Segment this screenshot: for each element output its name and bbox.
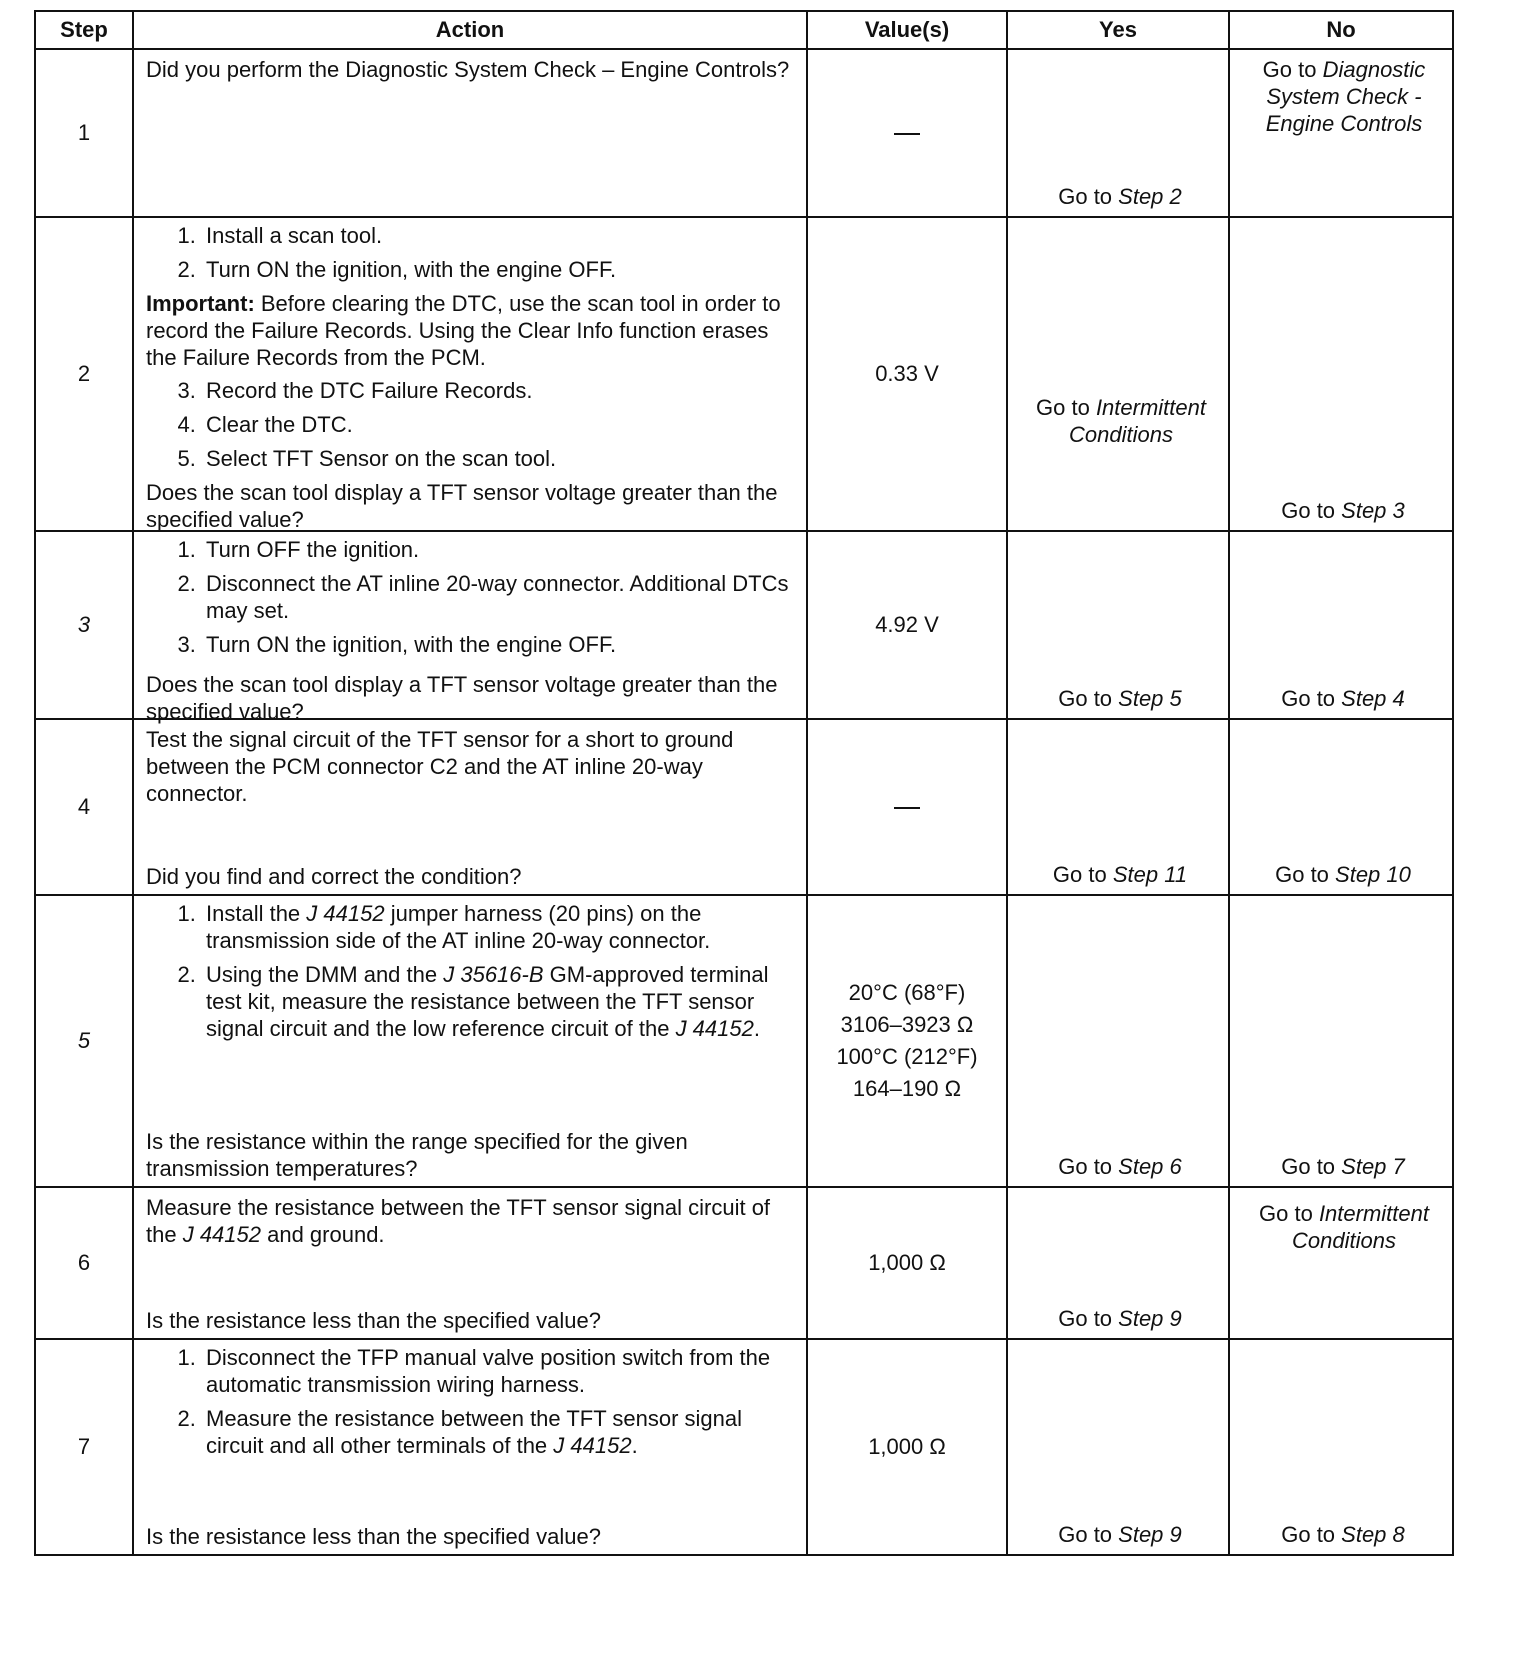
action-question: Does the scan tool display a TFT sensor voltage greater than the specified value? — [146, 672, 778, 724]
action-question: Is the resistance within the range specified for the given transmission temperatures? — [146, 1129, 688, 1181]
value-cell — [807, 895, 1007, 1187]
action-cell — [133, 49, 807, 217]
action-question: Is the resistance less than the specified value? — [146, 1524, 601, 1549]
no-link[interactable]: Go to Step 8 — [1281, 1522, 1405, 1547]
value-line: 20°C (68°F) — [848, 980, 966, 1005]
yes-link[interactable]: Go to Step 9 — [1058, 1522, 1182, 1547]
list-item: 1. Install the J 44152 jumper harness (20 pins) on the transmission side of the AT inline 20-way connector. — [202, 900, 798, 954]
table-row — [35, 49, 1453, 217]
step-number: 3 — [35, 531, 133, 719]
value-cell: 1,000 Ω — [807, 1339, 1007, 1555]
yes-link[interactable]: Go to Step 9 — [1058, 1306, 1182, 1331]
action-steps — [146, 1344, 798, 1466]
yes-cell — [1007, 895, 1229, 1187]
value-cell: 0.33 V — [807, 217, 1007, 531]
list-item: 2. Turn ON the ignition, with the engine OFF. — [202, 256, 798, 283]
diagnostic-table — [34, 10, 1454, 1556]
action-steps — [146, 377, 798, 472]
yes-cell — [1007, 217, 1229, 531]
yes-link[interactable]: Go to Step 6 — [1058, 1154, 1182, 1179]
step-number: 1 — [35, 49, 133, 217]
action-text: Measure the resistance between the TFT sensor signal circuit of the J 44152 and ground. — [146, 1195, 771, 1247]
no-cell — [1229, 531, 1453, 719]
no-cell — [1229, 1187, 1453, 1339]
list-item: 3. Turn ON the ignition, with the engine OFF. — [202, 631, 798, 658]
header-no: No — [1229, 11, 1453, 49]
action-question: Did you find and correct the condition? — [146, 864, 522, 889]
step-number: 7 — [35, 1339, 133, 1555]
table-row — [35, 1187, 1453, 1339]
yes-cell — [1007, 531, 1229, 719]
table-row — [35, 1339, 1453, 1555]
no-link[interactable]: Go to Intermittent Conditions — [1259, 1201, 1429, 1253]
step-number: 5 — [35, 895, 133, 1187]
yes-link[interactable]: Go to Step 11 — [1052, 862, 1188, 887]
list-item: 1. Install a scan tool. — [202, 222, 798, 249]
action-cell — [133, 531, 807, 724]
no-cell — [1229, 217, 1453, 531]
no-link[interactable]: Go to Step 7 — [1281, 1154, 1405, 1179]
action-text: Did you perform the Diagnostic System Check – Engine Controls? — [146, 57, 790, 82]
step-number: 2 — [35, 217, 133, 531]
list-item: 2. Disconnect the AT inline 20-way connector. Additional DTCs may set. — [202, 570, 798, 624]
value-line: 3106–3923 Ω — [840, 1012, 974, 1037]
step-number: 4 — [35, 719, 133, 895]
no-cell — [1229, 719, 1453, 895]
list-item: 2. Measure the resistance between the TFT sensor signal circuit and all other terminals of the J 44152. — [202, 1405, 798, 1459]
list-item: 1. Turn OFF the ignition. — [202, 536, 798, 563]
yes-link[interactable]: Go to Step 5 — [1058, 686, 1182, 711]
no-cell — [1229, 895, 1453, 1187]
yes-cell — [1007, 719, 1229, 895]
action-steps — [146, 900, 798, 1049]
header-row — [35, 11, 1453, 49]
yes-cell — [1007, 1187, 1229, 1339]
yes-cell — [1007, 1339, 1229, 1555]
header-values: Value(s) — [807, 11, 1007, 49]
dash-mark — [894, 133, 920, 135]
action-steps — [146, 222, 798, 283]
action-cell — [133, 895, 807, 1187]
value-cell: 1,000 Ω — [807, 1187, 1007, 1339]
value-cell: 4.92 V — [807, 531, 1007, 719]
action-cell — [133, 1187, 807, 1339]
step-number: 6 — [35, 1187, 133, 1339]
table-row — [35, 895, 1453, 1187]
header-step: Step — [35, 11, 133, 49]
action-text: Test the signal circuit of the TFT sensor for a short to ground between the PCM connector C2 and the AT inline 20-way connector. — [146, 727, 734, 806]
no-link[interactable]: Go to Step 10 — [1275, 862, 1411, 887]
action-steps — [146, 536, 798, 665]
value-line: 164–190 Ω — [852, 1076, 962, 1101]
yes-cell — [1007, 49, 1229, 217]
no-cell — [1229, 49, 1453, 217]
value-line: 100°C (212°F) — [836, 1044, 978, 1069]
no-link[interactable]: Go to Step 4 — [1281, 686, 1405, 711]
header-action: Action — [133, 11, 807, 49]
table-row — [35, 217, 1453, 531]
list-item: 2. Using the DMM and the J 35616-B GM-approved terminal test kit, measure the resistance between the TFT sensor signal circuit and the low reference circuit of the J 44152. — [202, 961, 798, 1042]
yes-link[interactable]: Go to Step 2 — [1058, 184, 1182, 209]
action-cell — [133, 217, 807, 531]
action-question: Is the resistance less than the specified value? — [146, 1308, 601, 1333]
action-cell — [133, 719, 807, 895]
list-item: 3. Record the DTC Failure Records. — [202, 377, 798, 404]
no-cell — [1229, 1339, 1453, 1555]
no-link[interactable]: Go to Step 3 — [1281, 498, 1405, 523]
yes-link[interactable]: Go to Intermittent Conditions — [1036, 395, 1206, 447]
list-item: 1. Disconnect the TFP manual valve position switch from the automatic transmission wiring harness. — [202, 1344, 798, 1398]
value-cell — [807, 49, 1007, 217]
list-item: 4. Clear the DTC. — [202, 411, 798, 438]
table-row — [35, 719, 1453, 895]
dash-mark — [894, 807, 920, 809]
list-item: 5. Select TFT Sensor on the scan tool. — [202, 445, 798, 472]
header-yes: Yes — [1007, 11, 1229, 49]
important-note: Important: Before clearing the DTC, use the scan tool in order to record the Failure Records. Using the Clear Info function erases the Failure Records from the PCM. — [146, 291, 781, 370]
table-row — [35, 531, 1453, 719]
value-cell — [807, 719, 1007, 895]
action-question: Does the scan tool display a TFT sensor voltage greater than the specified value? — [146, 480, 778, 532]
action-cell — [133, 1339, 807, 1555]
no-link[interactable]: Go to Diagnostic System Check - Engine Controls — [1262, 57, 1426, 136]
